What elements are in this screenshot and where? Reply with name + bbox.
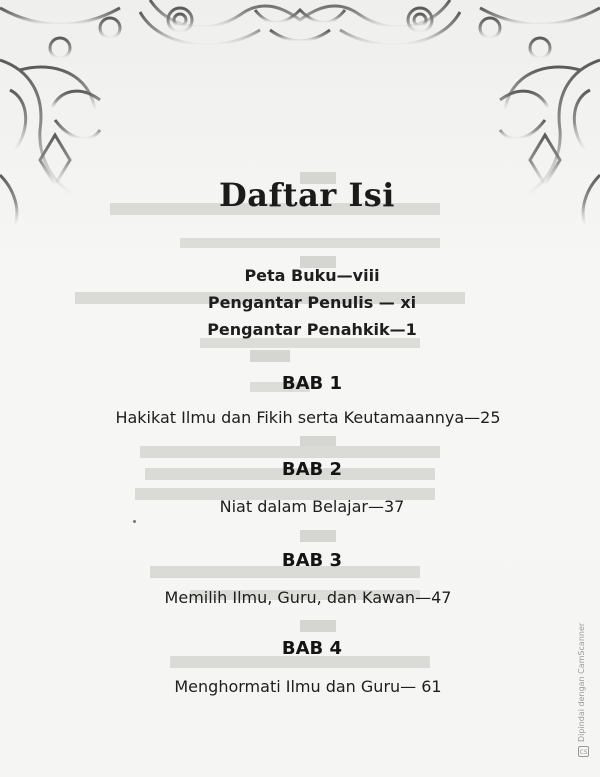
camscanner-logo-icon: CS: [578, 746, 589, 757]
chapter-title-3: Memilih Ilmu, Guru, dan Kawan—47: [164, 588, 452, 607]
chapter-heading-3: BAB 3: [281, 550, 343, 571]
scanner-watermark: [577, 610, 591, 760]
front-matter-entry-editor-preface: Pengantar Penahkik—1: [207, 320, 417, 339]
chapter-heading-4: BAB 4: [281, 638, 343, 659]
chapter-heading-2: BAB 2: [281, 459, 343, 480]
chapter-title-2: Niat dalam Belajar—37: [219, 497, 405, 516]
scan-speck: [133, 520, 136, 523]
front-matter-entry-map: Peta Buku—viii: [244, 266, 380, 285]
page-title: Daftar Isi: [219, 176, 395, 214]
chapter-heading-1: BAB 1: [281, 373, 343, 394]
scanner-watermark-text: Dipindai dengan CamScanner: [577, 622, 586, 742]
chapter-title-1: Hakikat Ilmu dan Fikih serta Keutamaannya—25: [115, 408, 501, 427]
front-matter-entry-author-preface: Pengantar Penulis — xi: [207, 293, 417, 312]
chapter-title-4: Menghormati Ilmu dan Guru— 61: [174, 677, 442, 696]
